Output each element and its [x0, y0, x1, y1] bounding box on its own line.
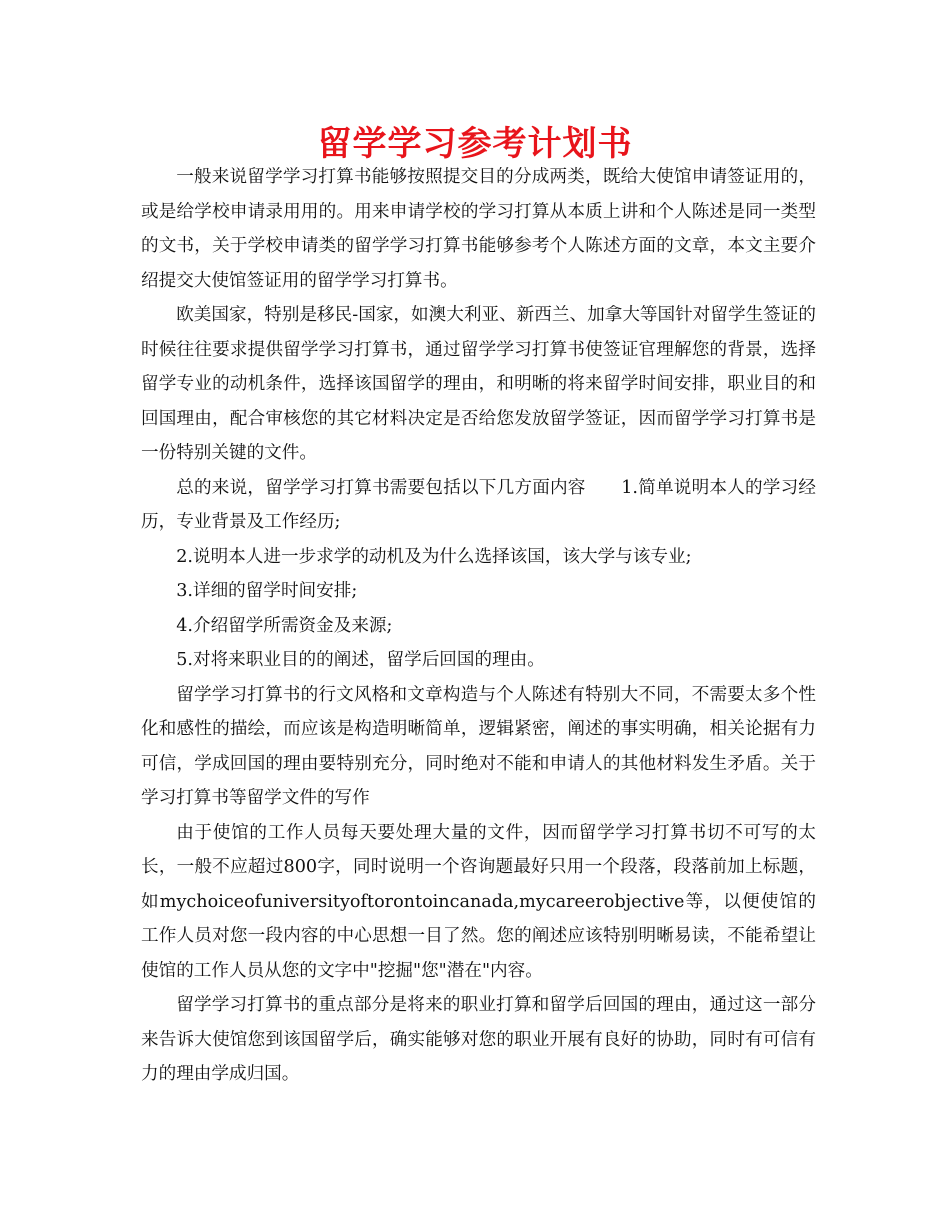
- paragraph: 2.说明本人进一步求学的动机及为什么选择该国，该大学与该专业;: [176, 546, 692, 567]
- document-body: [141, 160, 816, 1092]
- paragraph: 留学学习打算书的行文风格和文章构造与个人陈述有特别大不同，不需要太多个性化和感性的描绘，而应该是构造明晰简单，逻辑紧密，阐述的事实明确，相关论据有力可信，学成回国的理由要特别充分，同时绝对不能和申请人的其他材料发生矛盾。关于学习打算书等留学文件的写作: [141, 684, 816, 808]
- document-title: 留学学习参考计划书: [317, 124, 633, 164]
- paragraph: 总的来说，留学学习打算书需要包括以下几方面内容 1.简单说明本人的学习经历，专业背景及工作经历;: [141, 477, 816, 532]
- paragraph: 5.对将来职业目的的阐述，留学后回国的理由。: [176, 650, 545, 670]
- paragraph: 4.介绍留学所需资金及来源;: [176, 615, 393, 636]
- paragraph: 一般来说留学学习打算书能够按照提交目的分成两类，既给大使馆申请签证用的，或是给学校申请录用用的。用来申请学校的学习打算从本质上讲和个人陈述是同一类型的文书，关于学校申请类的留学学习打算书能够参考个人陈述方面的文章，本文主要介绍提交大使馆签证用的留学学习打算书。: [141, 167, 816, 291]
- paragraph: 留学学习打算书的重点部分是将来的职业打算和留学后回国的理由，通过这一部分来告诉大使馆您到该国留学后，确实能够对您的职业开展有良好的协助，同时有可信有力的理由学成归国。: [141, 995, 816, 1084]
- paragraph: 3.详细的留学时间安排;: [176, 581, 358, 601]
- paragraph: 由于使馆的工作人员每天要处理大量的文件，因而留学学习打算书切不可写的太长，一般不应超过800字，同时说明一个咨询题最好只用一个段落，段落前加上标题，如mychoiceofuniversityoftorontoincanada,mycareerobjective等，以便使馆的工作人员对您一段内容的中心思想一目了然。您的阐述应该特别明晰易读，不能希望让使馆的工作人员从您的文字中"挖掘"您"潜在"内容。: [141, 822, 816, 981]
- paragraph: 欧美国家，特别是移民-国家，如澳大利亚、新西兰、加拿大等国针对留学生签证的时候往往要求提供留学学习打算书，通过留学学习打算书使签证官理解您的背景，选择留学专业的动机条件，选择该国留学的理由，和明晰的将来留学时间安排，职业目的和回国理由，配合审核您的其它材料决定是否给您发放留学签证，因而留学学习打算书是一份特别关键的文件。: [141, 305, 816, 463]
